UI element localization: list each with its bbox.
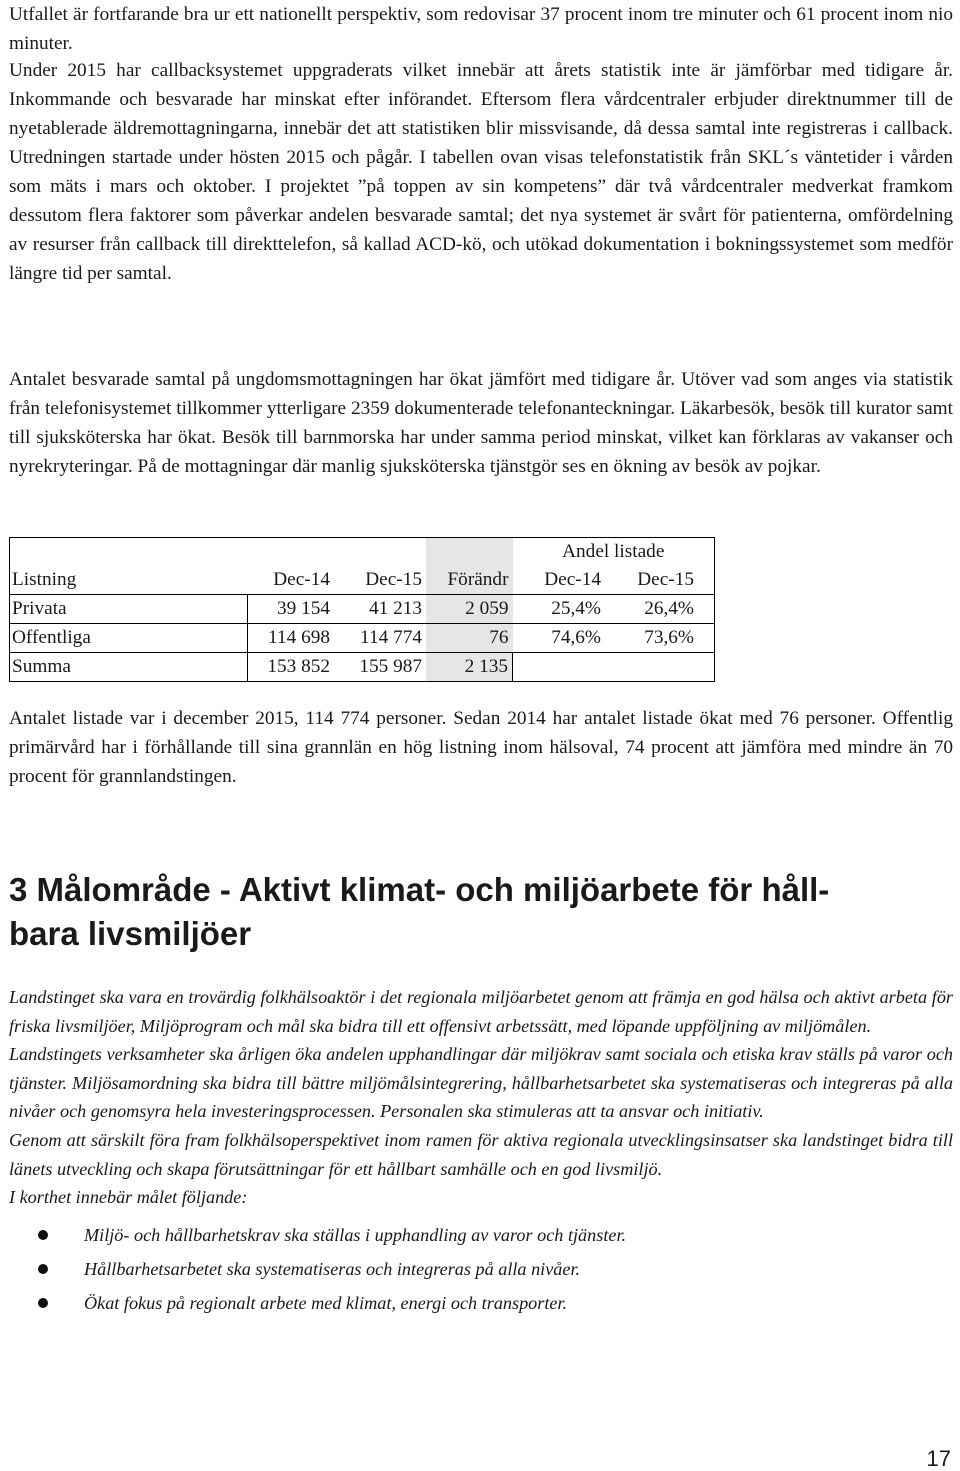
cell-share-dec15 bbox=[605, 653, 715, 682]
cell-dec15: 155 987 bbox=[334, 653, 426, 682]
list-item-text: Miljö- och hållbarhetskrav ska ställas i upphandling av varor och tjänster. bbox=[84, 1224, 627, 1245]
bullet-icon bbox=[38, 1264, 48, 1274]
cell-share-dec15: 73,6% bbox=[605, 624, 715, 653]
table-row bbox=[10, 653, 715, 682]
paragraph-youth-clinic: Antalet besvarade samtal på ungdomsmottagningen har ökat jämfört med tidigare år. Utöver vad som anges via statistik från telefonisystemet tillkommer ytterligare 2359 dokumenterade telefonanteckningar. Läkarbesök, besök till kurator samt till sjuksköterska har ökat. Besök till barnmorska har under samma period minskat, vilket kan förklaras av vakanser och nyrekryteringar. På de mottagningar där manlig sjuksköterska tjänstgör ses en ökning av besök av pojkar. bbox=[9, 369, 953, 477]
cell-dec14: 39 154 bbox=[248, 595, 335, 624]
cell-share-dec14: 74,6% bbox=[513, 624, 606, 653]
listing-table bbox=[9, 537, 715, 682]
section-heading bbox=[9, 868, 953, 956]
bullet-icon bbox=[38, 1230, 48, 1240]
bullet-icon bbox=[38, 1298, 48, 1308]
row-label: Privata bbox=[10, 595, 248, 624]
cell-dec15: 41 213 bbox=[334, 595, 426, 624]
paragraph-callback-result: Utfallet är fortfarande bra ur ett nationellt perspektiv, som redovisar 37 procent inom tre minuter och 61 procent inom nio minuter. bbox=[9, 4, 953, 54]
cell-share-dec14 bbox=[513, 653, 606, 682]
paragraph-callback-system: Under 2015 har callbacksystemet uppgraderats vilket innebär att årets statistik inte är jämförbar med tidigare år. Inkommande och besvarade har minskat efter införandet. Eftersom flera vårdcentraler erbjuder direktnummer till de nyetablerade äldremottagningarna, innebär det att statistiken blir missvisande, då dessa samtal inte registreras i callback. Utredningen startade under hösten 2015 och pågår. I tabellen ovan visas telefonstatistik från SKL´s väntetider i vården som mäts i mars och oktober. I projektet ”på toppen av sin kompetens” där två vårdcentraler medverkat framkom dessutom flera faktorer som påverkar andelen besvarade samtal; det nya systemet är svårt för patienterna, omfördelning av resurser från callback till direkttelefon, så kallad ACD-kö, och utökad dokumentation i bokningssystemet som medför längre tid per samtal. bbox=[9, 60, 953, 284]
column-header-share-dec14: Dec-14 bbox=[513, 566, 606, 595]
list-item-text: Ökat fokus på regionalt arbete med klimat, energi och transporter. bbox=[84, 1292, 568, 1313]
column-header-listning: Listning bbox=[10, 566, 248, 595]
table-header-row-1 bbox=[10, 538, 715, 567]
group-header-andel-listade: Andel listade bbox=[513, 538, 715, 567]
table-row bbox=[10, 595, 715, 624]
cell-dec14: 114 698 bbox=[248, 624, 335, 653]
cell-share-dec15: 26,4% bbox=[605, 595, 715, 624]
list-item bbox=[9, 1218, 953, 1252]
listing-table-wrapper bbox=[9, 537, 715, 682]
goal-text bbox=[9, 983, 953, 1320]
goal-paragraph: I korthet innebär målet följande: bbox=[9, 1187, 248, 1208]
paragraph-listed-count: Antalet listade var i december 2015, 114 774 personer. Sedan 2014 har antalet listade ökat med 76 personer. Offentlig primärvård har i förhållande till sina grannlän en hög listning inom hälsoval, 74 procent att jämföra med mindre än 70 procent för grannlandstingen. bbox=[9, 708, 953, 787]
goal-paragraph: Landstingets verksamheter ska årligen öka andelen upphandlingar där miljökrav samt sociala och etiska krav ställs på varor och tjänster. Miljösamordning ska bidra till bättre miljömålsintegrering, hållbarhetsarbetet ska systematiseras och integreras på alla nivåer och genomsyra hela investeringsprocessen. Personalen ska stimuleras att ta ansvar och initiativ. bbox=[9, 1044, 953, 1122]
cell-dec15: 114 774 bbox=[334, 624, 426, 653]
column-header-dec14: Dec-14 bbox=[248, 566, 335, 595]
cell-share-dec14: 25,4% bbox=[513, 595, 606, 624]
goal-bullet-list bbox=[9, 1218, 953, 1320]
goal-paragraph: Genom att särskilt föra fram folkhälsoperspektivet inom ramen för aktiva regionala utvecklingsinsatser ska landstinget bidra till länets utveckling och skapa förutsättningar för ett hållbart samhälle och en god livsmiljö. bbox=[9, 1129, 953, 1179]
column-header-dec15: Dec-15 bbox=[334, 566, 426, 595]
section-heading-line-1: 3 Målområde - Aktivt klimat- och miljöarbete för håll- bbox=[9, 871, 830, 908]
cell-change: 2 135 bbox=[426, 653, 513, 682]
list-item bbox=[9, 1286, 953, 1320]
column-header-share-dec15: Dec-15 bbox=[605, 566, 715, 595]
cell-dec14: 153 852 bbox=[248, 653, 335, 682]
column-header-forandr: Förändr bbox=[426, 566, 513, 595]
list-item bbox=[9, 1252, 953, 1286]
row-label: Offentliga bbox=[10, 624, 248, 653]
row-label: Summa bbox=[10, 653, 248, 682]
list-item-text: Hållbarhetsarbetet ska systematiseras och integreras på alla nivåer. bbox=[84, 1258, 581, 1279]
cell-change: 2 059 bbox=[426, 595, 513, 624]
section-heading-line-2: bara livsmiljöer bbox=[9, 915, 252, 952]
table-row bbox=[10, 624, 715, 653]
cell-change: 76 bbox=[426, 624, 513, 653]
page-number: 17 bbox=[926, 1446, 951, 1471]
goal-paragraph: Landstinget ska vara en trovärdig folkhälsoaktör i det regionala miljöarbetet genom att främja en god hälsa och aktivt arbeta för friska livsmiljöer, Miljöprogram och mål ska bidra till ett offensivt arbetssätt, med löpande uppföljning av miljömålen. bbox=[9, 987, 953, 1036]
table-header-row-2 bbox=[10, 566, 715, 595]
